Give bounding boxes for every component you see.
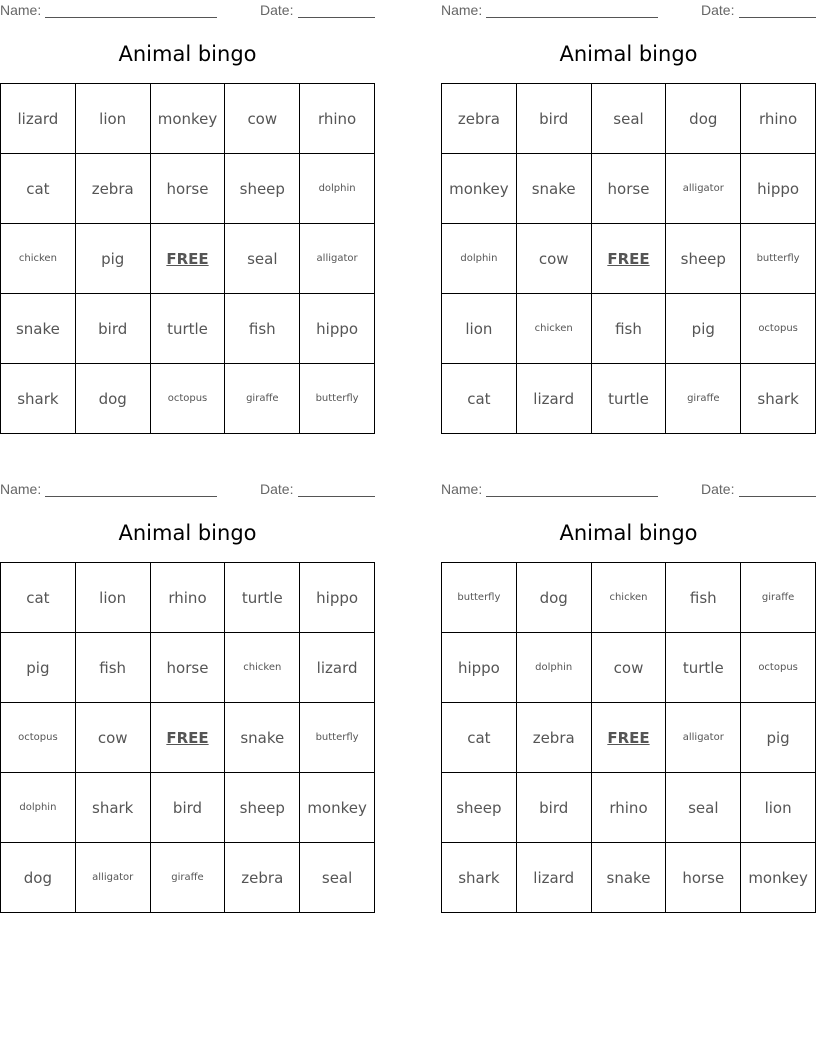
grid-row: [442, 563, 816, 633]
grid-cell: butterfly: [300, 364, 375, 434]
grid-cell: shark: [442, 843, 517, 913]
grid-cell: snake: [225, 703, 300, 773]
date-label: Date:: [260, 2, 294, 18]
grid-cell: cow: [516, 224, 591, 294]
grid-cell: hippo: [300, 294, 375, 364]
free-space-cell: FREE: [150, 703, 225, 773]
grid-cell: dolphin: [442, 224, 517, 294]
grid-cell: bird: [150, 773, 225, 843]
grid-cell: sheep: [225, 154, 300, 224]
grid-cell: zebra: [516, 703, 591, 773]
grid-cell: cow: [591, 633, 666, 703]
grid-row: [442, 633, 816, 703]
grid-cell: fish: [591, 294, 666, 364]
grid-row: [442, 773, 816, 843]
grid-cell: chicken: [1, 224, 76, 294]
grid-cell: butterfly: [300, 703, 375, 773]
grid-cell: lizard: [516, 843, 591, 913]
grid-row: [1, 224, 375, 294]
grid-cell: chicken: [225, 633, 300, 703]
grid-cell: cat: [1, 154, 76, 224]
grid-row: [1, 294, 375, 364]
grid-cell: sheep: [666, 224, 741, 294]
grid-cell: giraffe: [666, 364, 741, 434]
grid-cell: lion: [75, 84, 150, 154]
grid-cell: octopus: [1, 703, 76, 773]
grid-cell: turtle: [666, 633, 741, 703]
bingo-grid: [0, 562, 375, 913]
bingo-card: [0, 479, 375, 887]
grid-cell: cow: [75, 703, 150, 773]
date-label: Date:: [701, 2, 735, 18]
grid-row: [442, 84, 816, 154]
name-label: Name:: [0, 2, 42, 18]
grid-cell: alligator: [300, 224, 375, 294]
card-title: Animal bingo: [118, 521, 257, 545]
grid-cell: dog: [666, 84, 741, 154]
grid-cell: dog: [75, 364, 150, 434]
grid-cell: butterfly: [741, 224, 816, 294]
grid-cell: pig: [741, 703, 816, 773]
grid-cell: seal: [666, 773, 741, 843]
grid-cell: bird: [75, 294, 150, 364]
grid-row: [442, 294, 816, 364]
grid-cell: fish: [225, 294, 300, 364]
name-date-row: [0, 0, 375, 22]
grid-cell: lion: [75, 563, 150, 633]
grid-row: [1, 773, 375, 843]
grid-cell: rhino: [150, 563, 225, 633]
name-label: Name:: [441, 2, 483, 18]
grid-cell: monkey: [442, 154, 517, 224]
grid-cell: octopus: [741, 294, 816, 364]
grid-cell: dog: [1, 843, 76, 913]
grid-cell: shark: [741, 364, 816, 434]
grid-row: [1, 154, 375, 224]
grid-cell: pig: [1, 633, 76, 703]
grid-cell: seal: [591, 84, 666, 154]
grid-row: [1, 84, 375, 154]
grid-cell: pig: [666, 294, 741, 364]
bingo-grid: [0, 83, 375, 434]
grid-cell: snake: [1, 294, 76, 364]
date-field-line: [298, 481, 375, 497]
grid-row: [442, 703, 816, 773]
grid-cell: horse: [150, 154, 225, 224]
grid-cell: hippo: [300, 563, 375, 633]
grid-row: [442, 364, 816, 434]
bingo-card: [441, 479, 816, 887]
grid-cell: turtle: [150, 294, 225, 364]
grid-cell: dolphin: [1, 773, 76, 843]
grid-cell: octopus: [741, 633, 816, 703]
grid-row: [1, 563, 375, 633]
bingo-card: [0, 0, 375, 408]
grid-cell: lizard: [516, 364, 591, 434]
grid-row: [442, 224, 816, 294]
grid-cell: horse: [666, 843, 741, 913]
bingo-card: [441, 0, 816, 408]
grid-cell: butterfly: [442, 563, 517, 633]
grid-cell: seal: [300, 843, 375, 913]
grid-cell: giraffe: [741, 563, 816, 633]
grid-cell: dog: [516, 563, 591, 633]
grid-row: [1, 633, 375, 703]
grid-cell: monkey: [300, 773, 375, 843]
name-date-row: [441, 479, 816, 501]
free-space-cell: FREE: [591, 703, 666, 773]
grid-cell: alligator: [666, 154, 741, 224]
grid-cell: rhino: [741, 84, 816, 154]
card-title: Animal bingo: [559, 42, 698, 66]
grid-cell: shark: [75, 773, 150, 843]
grid-cell: octopus: [150, 364, 225, 434]
grid-cell: lion: [442, 294, 517, 364]
grid-cell: horse: [591, 154, 666, 224]
grid-cell: lizard: [1, 84, 76, 154]
grid-cell: sheep: [442, 773, 517, 843]
name-field-line: [45, 481, 217, 497]
card-title: Animal bingo: [118, 42, 257, 66]
grid-cell: rhino: [591, 773, 666, 843]
date-label: Date:: [701, 481, 735, 497]
grid-cell: horse: [150, 633, 225, 703]
grid-cell: alligator: [666, 703, 741, 773]
grid-cell: dolphin: [300, 154, 375, 224]
grid-cell: zebra: [75, 154, 150, 224]
grid-cell: chicken: [516, 294, 591, 364]
grid-cell: snake: [516, 154, 591, 224]
name-date-row: [441, 0, 816, 22]
grid-cell: giraffe: [225, 364, 300, 434]
grid-row: [1, 843, 375, 913]
free-space-cell: FREE: [150, 224, 225, 294]
grid-cell: bird: [516, 84, 591, 154]
grid-cell: fish: [666, 563, 741, 633]
grid-row: [442, 843, 816, 913]
grid-cell: bird: [516, 773, 591, 843]
date-label: Date:: [260, 481, 294, 497]
grid-cell: pig: [75, 224, 150, 294]
date-field-line: [739, 2, 816, 18]
grid-row: [442, 154, 816, 224]
grid-cell: snake: [591, 843, 666, 913]
grid-cell: lizard: [300, 633, 375, 703]
grid-cell: hippo: [442, 633, 517, 703]
grid-cell: turtle: [591, 364, 666, 434]
free-space-cell: FREE: [591, 224, 666, 294]
grid-row: [1, 703, 375, 773]
grid-cell: monkey: [150, 84, 225, 154]
grid-cell: zebra: [442, 84, 517, 154]
name-date-row: [0, 479, 375, 501]
name-label: Name:: [0, 481, 42, 497]
grid-cell: cat: [1, 563, 76, 633]
grid-cell: cow: [225, 84, 300, 154]
grid-cell: turtle: [225, 563, 300, 633]
grid-cell: fish: [75, 633, 150, 703]
grid-cell: monkey: [741, 843, 816, 913]
grid-cell: zebra: [225, 843, 300, 913]
grid-cell: shark: [1, 364, 76, 434]
card-title: Animal bingo: [559, 521, 698, 545]
grid-cell: hippo: [741, 154, 816, 224]
grid-cell: giraffe: [150, 843, 225, 913]
date-field-line: [739, 481, 816, 497]
bingo-grid: [441, 562, 816, 913]
name-field-line: [45, 2, 217, 18]
bingo-grid: [441, 83, 816, 434]
grid-cell: seal: [225, 224, 300, 294]
grid-cell: alligator: [75, 843, 150, 913]
grid-cell: cat: [442, 364, 517, 434]
grid-cell: chicken: [591, 563, 666, 633]
grid-cell: cat: [442, 703, 517, 773]
grid-cell: rhino: [300, 84, 375, 154]
grid-cell: dolphin: [516, 633, 591, 703]
grid-cell: sheep: [225, 773, 300, 843]
name-field-line: [486, 481, 658, 497]
name-field-line: [486, 2, 658, 18]
grid-row: [1, 364, 375, 434]
date-field-line: [298, 2, 375, 18]
grid-cell: lion: [741, 773, 816, 843]
name-label: Name:: [441, 481, 483, 497]
